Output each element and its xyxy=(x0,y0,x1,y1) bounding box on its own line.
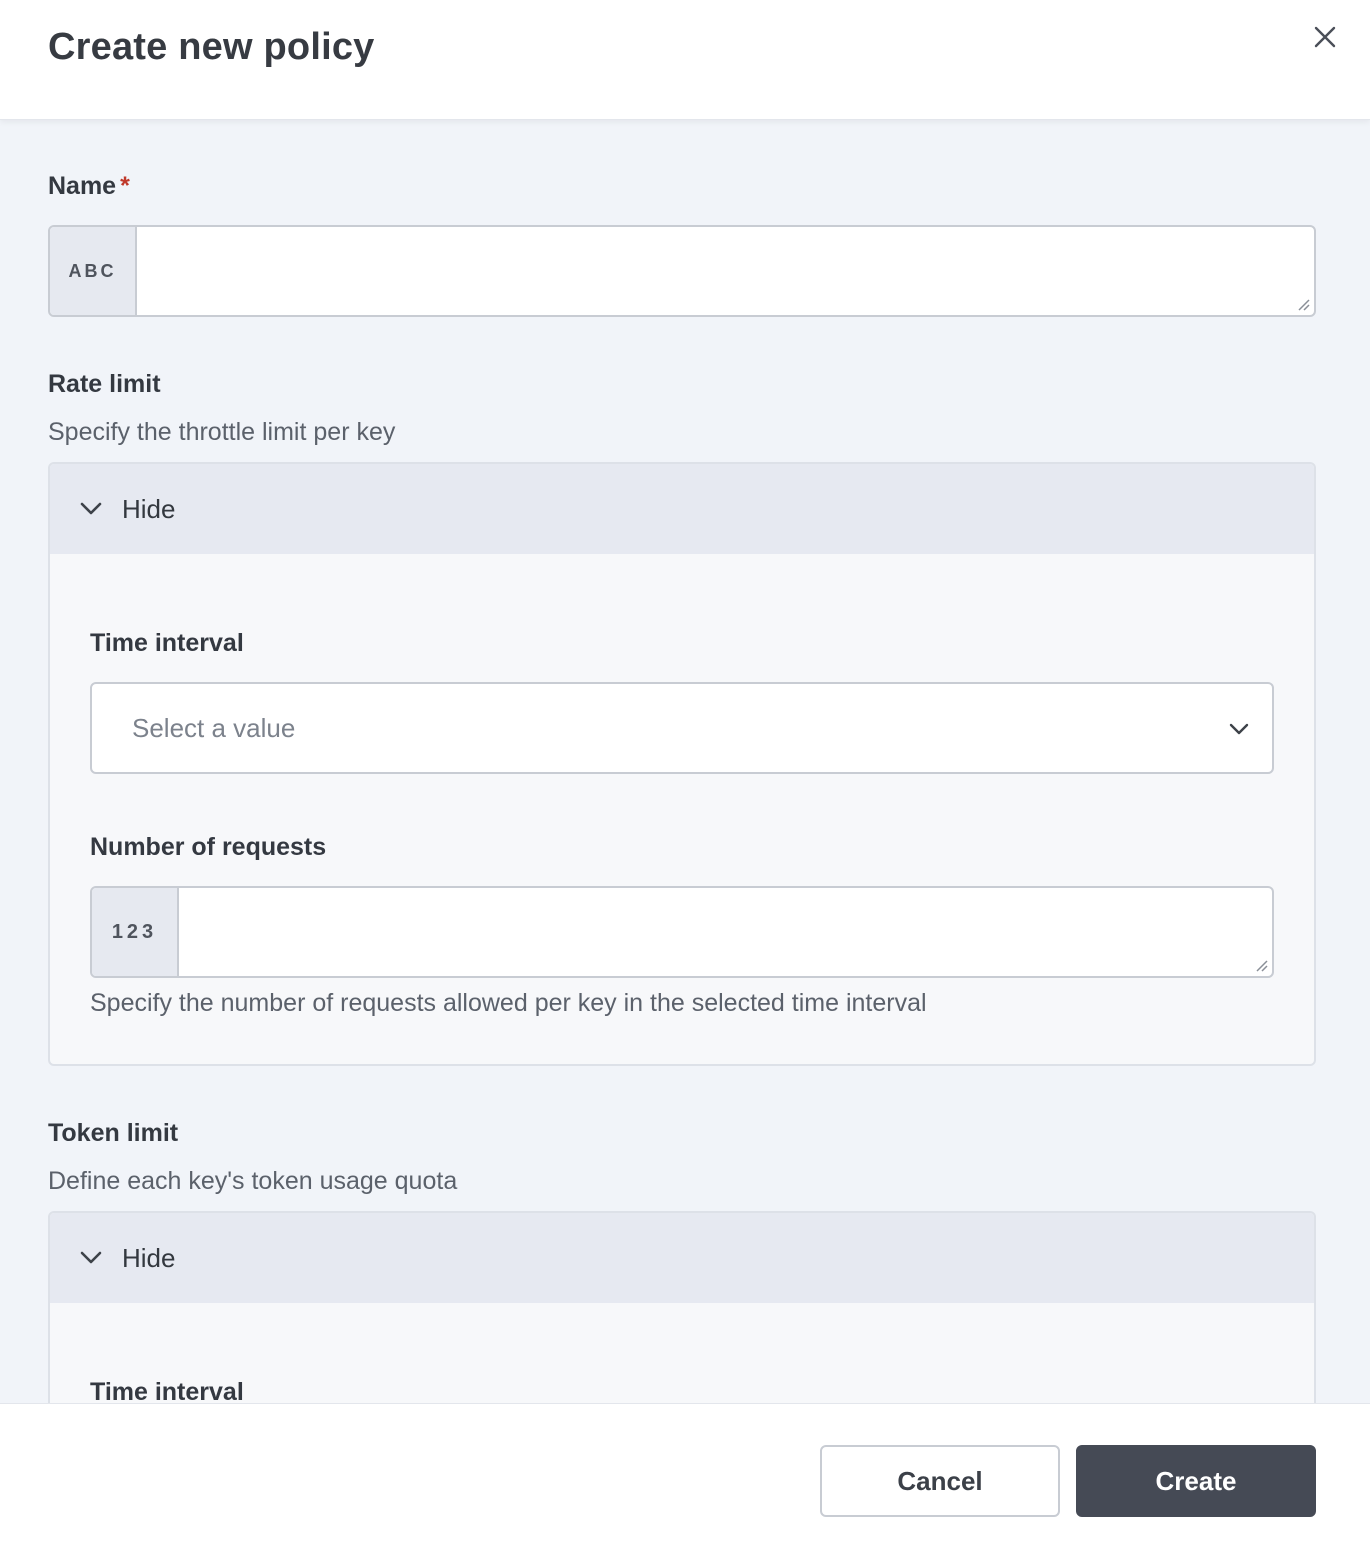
page-title: Create new policy xyxy=(48,26,375,68)
close-button[interactable] xyxy=(1308,20,1342,54)
modal-body[interactable] xyxy=(0,120,1370,1403)
text-type-badge: ABC xyxy=(50,227,137,315)
time-interval-select[interactable] xyxy=(90,682,1274,774)
hide-label: Hide xyxy=(122,1242,176,1273)
modal-footer xyxy=(0,1403,1370,1550)
rate-limit-label: Rate limit xyxy=(48,370,161,398)
cancel-button[interactable]: Cancel xyxy=(820,1445,1060,1517)
chevron-down-icon xyxy=(78,496,104,522)
rate-limit-description: Specify the throttle limit per key xyxy=(48,418,396,446)
modal-header xyxy=(0,0,1370,120)
token-limit-description: Define each key's token usage quota xyxy=(48,1167,458,1195)
resize-grip-icon[interactable] xyxy=(1252,956,1268,972)
create-button[interactable]: Create xyxy=(1076,1445,1316,1517)
name-label-text: Name xyxy=(48,172,117,200)
name-label xyxy=(48,172,130,201)
name-field[interactable] xyxy=(48,225,1316,317)
chevron-down-icon xyxy=(1228,718,1250,740)
name-input[interactable] xyxy=(137,227,1314,315)
token-limit-label: Token limit xyxy=(48,1119,179,1147)
token-time-interval-label: Time interval xyxy=(90,1378,244,1403)
token-limit-toggle[interactable] xyxy=(50,1213,1314,1303)
resize-grip-icon[interactable] xyxy=(1294,295,1310,311)
rate-limit-toggle[interactable] xyxy=(50,464,1314,554)
token-limit-panel xyxy=(48,1211,1316,1403)
number-of-requests-input[interactable] xyxy=(179,888,1272,976)
close-icon xyxy=(1313,25,1337,49)
required-mark: * xyxy=(120,172,130,200)
number-type-badge: 123 xyxy=(92,888,179,976)
hide-label: Hide xyxy=(122,493,176,524)
time-interval-placeholder: Select a value xyxy=(132,712,296,743)
time-interval-label: Time interval xyxy=(90,629,244,657)
number-of-requests-field[interactable] xyxy=(90,886,1274,978)
number-of-requests-help: Specify the number of requests allowed per key in the selected time interval xyxy=(90,989,927,1017)
number-of-requests-label: Number of requests xyxy=(90,833,327,861)
chevron-down-icon xyxy=(78,1245,104,1271)
